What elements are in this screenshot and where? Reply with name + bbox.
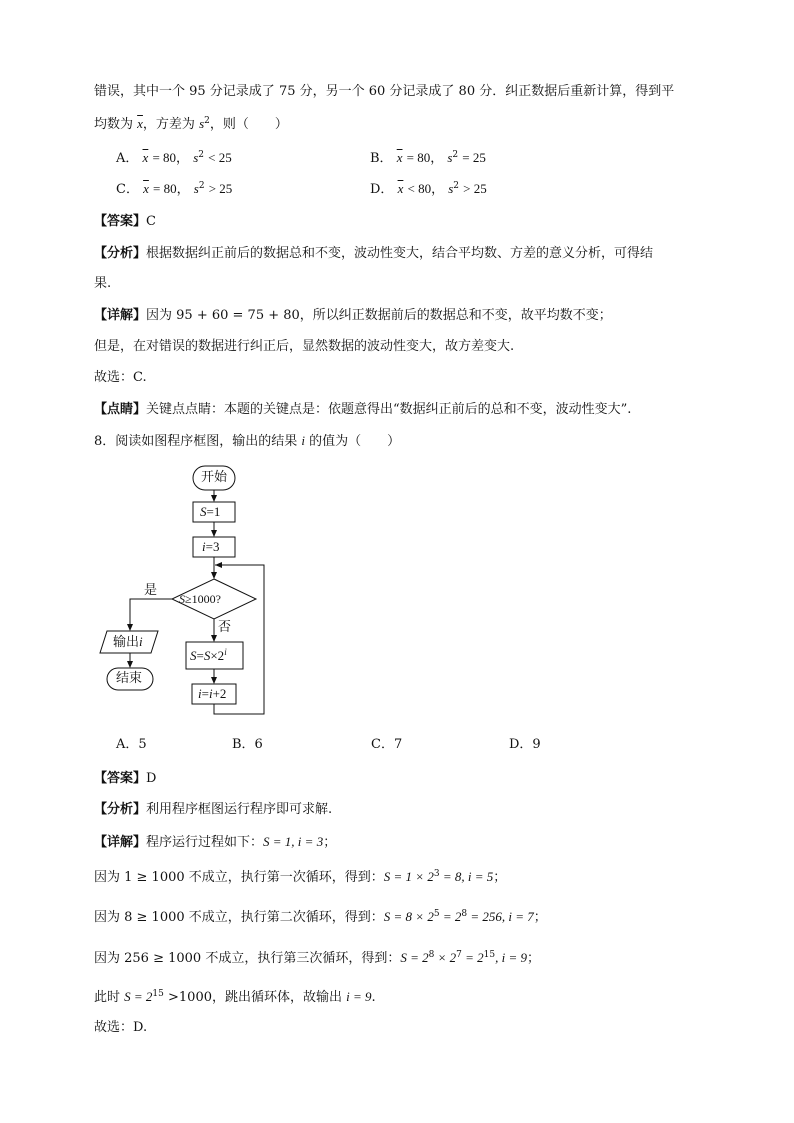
step-math-rest: = 8, i = 5 [439,869,494,884]
step-math: = 2 [439,909,462,924]
q8-stem-var: i [301,433,306,448]
variance-symbol: s [199,116,205,131]
step-exp: 7 [456,950,462,960]
arrowhead [127,661,133,668]
var-s: S [179,592,185,606]
semicolon: ； [323,835,337,850]
yes-branch-line [130,599,172,630]
arrowhead [211,495,217,502]
variance-exp: 2 [453,181,460,191]
q8-choice: 故选：D. [94,1020,148,1035]
option-var: > 25 [208,181,233,196]
q8-option-d: D．9 [509,737,541,752]
answer-value: D [146,771,157,786]
q7-choice: 故选：C. [94,370,147,385]
analysis-tag: 【分析】 [94,246,147,261]
mean-symbol: $\overline{x}$ [396,150,403,165]
q8-stem-text-b: 的值为（ ） [305,434,401,449]
period: . [371,990,376,1005]
detail-tag: 【详解】 [94,835,147,850]
analysis-text: 利用程序框图运行程序即可求解. [146,802,333,817]
step-math: S = 1 × 2 [383,869,434,884]
times-two: ×2 [210,648,225,663]
option-letter: A． [116,151,139,166]
variance-exp: 2 [198,150,204,160]
variance-exp: 2 [198,181,205,191]
final-math: i = 9 [346,989,372,1004]
q8-option-c: C．7 [371,737,403,752]
i-init-label [202,539,219,555]
option-var: > 25 [463,181,487,196]
q8-option-b: B．6 [232,737,263,752]
equals: = [201,686,209,701]
mean-symbol: $\overline{x}$ [397,181,404,196]
q7-detail-line1 [94,306,612,326]
q8-final [94,987,376,1008]
update-i-label [198,686,226,702]
final-exp: 15 [152,989,164,999]
analysis-text: 根据数据纠正前后的数据总和不变，波动性变大，结合平均数、方差的意义分析，可得结 [146,246,654,261]
option-mean: = 80 [406,150,431,165]
option-mean: = 80 [152,150,177,165]
step-math: = 2 [461,950,484,965]
arrowhead [127,624,133,631]
s-init-label [200,504,220,520]
q8-analysis [94,800,332,820]
step-math: S = 2 [400,950,429,965]
option-letter: B． [370,151,393,166]
mean-symbol: $\overline{x}$ [143,181,149,196]
q7-key-point [94,400,631,420]
var-s: S [190,648,197,663]
variance-symbol: s [193,150,199,165]
step-exp: 8 [428,950,435,960]
q7-stem-text-c: ，则（ ） [209,117,288,132]
answer-tag: 【答案】 [94,214,147,229]
q8-option-a: A．5 [116,737,147,752]
output-label [113,634,143,651]
option-var: = 25 [462,150,486,165]
q8-detail-line0 [94,832,336,853]
step-exp: 3 [433,869,440,879]
var-s: S [200,504,207,519]
option-var: < 25 [208,150,232,165]
arrowhead [211,572,217,579]
semicolon: ； [533,910,547,925]
analysis-tag: 【分析】 [94,802,147,817]
step-text: 因为 1 ≥ 1000 不成立，执行第一次循环，得到： [94,870,384,885]
answer-tag: 【答案】 [94,771,147,786]
end-node-label: 结束 [116,671,143,686]
step-exp: 5 [433,909,440,919]
option-mean: < 80 [407,181,432,196]
arrowhead [211,677,217,684]
output-text: 输出 [113,635,140,650]
step-math-rest: = 256, i = 7 [467,909,534,924]
q7-option-c: C． $\overline{x} = 80$， $s^2 > 25$ [116,181,233,197]
step-text: 因为 256 ≥ 1000 不成立，执行第三次循环，得到： [94,951,401,966]
semicolon: ； [526,951,540,966]
variance-exp: 2 [452,150,459,160]
step-math: × 2 [434,950,457,965]
arrowhead [215,562,222,568]
variance-symbol: s [447,150,453,165]
q7-answer [94,212,156,232]
step-text: 因为 8 ≥ 1000 不成立，执行第二次循环，得到： [94,910,384,925]
init-value: =3 [205,539,220,554]
var-s: S [203,648,211,663]
q8-answer [94,769,156,789]
q8-step1 [94,867,506,888]
q8-stem [94,431,400,452]
plus-two: +2 [212,686,227,701]
q7-detail-line2: 但是，在对错误的数据进行纠正后，显然数据的波动性变大，故方差变大. [94,339,515,354]
step-math: S = 8 × 2 [383,909,434,924]
q7-option-d: D． $\overline{x} < 80$， $s^2 > 25$ [370,181,487,197]
option-letter: D． [370,182,394,197]
arrowhead [211,635,217,642]
step-exp: 15 [483,950,496,960]
detail-tag: 【详解】 [94,308,147,323]
key-text: 关键点点睛：本题的关键点是：依题意得出“数据纠正前后的总和不变，波动性变大”. [146,402,632,417]
start-node-label: 开始 [201,470,228,485]
final-math: S = 2 [124,989,153,1004]
final-text: >1000，跳出循环体，故输出 [163,990,347,1005]
q7-stem-line2 [94,114,288,135]
condition-text: ≥1000? [185,592,221,606]
equals: = [196,648,204,663]
q7-option-b: B． $\overline{x} = 80$， $s^2 = 25$ [370,150,486,166]
mean-symbol: $\overline{x}$ [137,116,143,131]
option-letter: C． [116,182,139,197]
final-text: 此时 [94,990,125,1005]
q7-analysis-line1 [94,244,653,264]
variance-symbol: s [193,181,199,196]
var-i: i [208,686,213,701]
variance-exp: 2 [204,116,210,126]
q8-stem-text-a: 8．阅读如图程序框图，输出的结果 [94,434,302,449]
detail-text: 因为 95 + 60 = 75 + 80，所以纠正数据前后的数据总和不变，故平均数不变； [146,308,612,323]
step-math-rest: , i = 9 [495,950,527,965]
var-i: i [202,539,206,554]
update-s-label [190,648,227,664]
init-value: =1 [206,504,221,519]
step-exp: 8 [461,909,468,919]
detail-math: S = 1, i = 3 [263,834,324,849]
var-i: i [224,647,227,657]
q8-step2 [94,907,547,928]
flowchart [94,462,284,722]
answer-value: C [146,214,156,229]
q7-analysis-line2: 果. [94,276,112,291]
q8-step3 [94,948,540,969]
var-i: i [198,686,202,701]
no-label: 否 [218,620,232,635]
key-tag: 【点睛】 [94,402,147,417]
q7-stem-text-b: ，方差为 [142,117,200,132]
q7-option-a: A． $\overline{x} = 80$， $s^2 < 25$ [116,150,232,166]
q7-stem-text-a: 均数为 [94,117,138,132]
arrowhead [211,530,217,537]
q7-stem-line1: 错误，其中一个 95 分记录成了 75 分，另一个 60 分记录成了 80 分．纠正数据后重新计算，得到平 [94,84,675,99]
mean-symbol: $\overline{x}$ [142,150,149,165]
condition-label [179,591,221,607]
yes-label: 是 [144,583,158,598]
semicolon: ； [493,870,507,885]
option-mean: = 80 [153,181,177,196]
var-i: i [139,634,143,649]
variance-symbol: s [448,181,454,196]
detail-text: 程序运行过程如下： [146,835,264,850]
